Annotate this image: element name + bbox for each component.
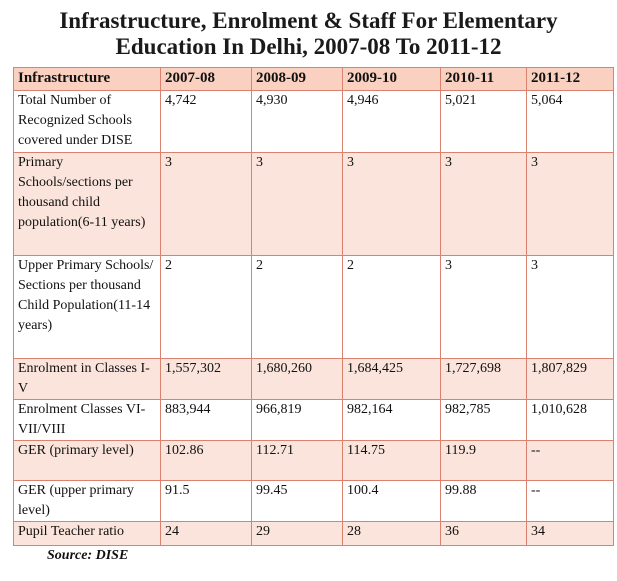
table-cell: 4,930 — [252, 91, 343, 153]
table-cell: 2 — [252, 256, 343, 359]
table-cell: 36 — [441, 522, 527, 546]
table-cell: 1,684,425 — [343, 359, 441, 400]
data-table — [13, 67, 614, 546]
header-cell-infrastructure: Infrastructure — [14, 68, 161, 91]
table-cell: 2 — [343, 256, 441, 359]
table-cell: 883,944 — [161, 400, 252, 441]
table-cell: 3 — [252, 153, 343, 256]
table-cell: 3 — [527, 256, 614, 359]
table-cell: 982,164 — [343, 400, 441, 441]
table-row — [14, 481, 614, 522]
table-row — [14, 441, 614, 481]
table-cell: 112.71 — [252, 441, 343, 481]
table-cell: 99.45 — [252, 481, 343, 522]
table-cell: 3 — [527, 153, 614, 256]
table-cell: -- — [527, 441, 614, 481]
table-cell: 24 — [161, 522, 252, 546]
table-cell: 3 — [441, 256, 527, 359]
header-cell-2007-08: 2007-08 — [161, 68, 252, 91]
table-cell: 29 — [252, 522, 343, 546]
row-label: Primary Schools/sections per thousand child population(6-11 years) — [14, 153, 161, 256]
table-cell: 2 — [161, 256, 252, 359]
table-cell: 1,727,698 — [441, 359, 527, 400]
table-cell: -- — [527, 481, 614, 522]
row-label: Total Number of Recognized Schools covered under DISE — [14, 91, 161, 153]
table-cell: 5,021 — [441, 91, 527, 153]
header-row — [14, 68, 614, 91]
title-line-1: Infrastructure, Enrolment & Staff For Elementary — [59, 8, 558, 33]
table-cell: 119.9 — [441, 441, 527, 481]
table-row — [14, 153, 614, 256]
page-title — [0, 8, 617, 60]
table-cell: 4,946 — [343, 91, 441, 153]
table-cell: 3 — [441, 153, 527, 256]
table-cell: 100.4 — [343, 481, 441, 522]
table-cell: 114.75 — [343, 441, 441, 481]
row-label: GER (primary level) — [14, 441, 161, 481]
header-cell-2008-09: 2008-09 — [252, 68, 343, 91]
title-line-2: Education In Delhi, 2007-08 To 2011-12 — [115, 34, 502, 59]
table-row — [14, 400, 614, 441]
row-label: Upper Primary Schools/ Sections per thousand Child Population(11-14 years) — [14, 256, 161, 359]
table-row — [14, 256, 614, 359]
header-cell-2011-12: 2011-12 — [527, 68, 614, 91]
row-label: Enrolment in Classes I-V — [14, 359, 161, 400]
table-cell: 34 — [527, 522, 614, 546]
table-cell: 99.88 — [441, 481, 527, 522]
row-label: Enrolment Classes VI-VII/VIII — [14, 400, 161, 441]
table-cell: 966,819 — [252, 400, 343, 441]
table-cell: 5,064 — [527, 91, 614, 153]
table-cell: 1,680,260 — [252, 359, 343, 400]
table-cell: 3 — [343, 153, 441, 256]
row-label: Pupil Teacher ratio — [14, 522, 161, 546]
table-cell: 1,010,628 — [527, 400, 614, 441]
table-cell: 1,557,302 — [161, 359, 252, 400]
source-note: Source: DISE — [47, 548, 129, 563]
table-row — [14, 91, 614, 153]
table-cell: 102.86 — [161, 441, 252, 481]
header-cell-2010-11: 2010-11 — [441, 68, 527, 91]
table-row — [14, 522, 614, 546]
table-row — [14, 359, 614, 400]
table-cell: 28 — [343, 522, 441, 546]
header-cell-2009-10: 2009-10 — [343, 68, 441, 91]
table-cell: 91.5 — [161, 481, 252, 522]
table-cell: 982,785 — [441, 400, 527, 441]
table-cell: 1,807,829 — [527, 359, 614, 400]
row-label: GER (upper primary level) — [14, 481, 161, 522]
table-cell: 3 — [161, 153, 252, 256]
table-cell: 4,742 — [161, 91, 252, 153]
